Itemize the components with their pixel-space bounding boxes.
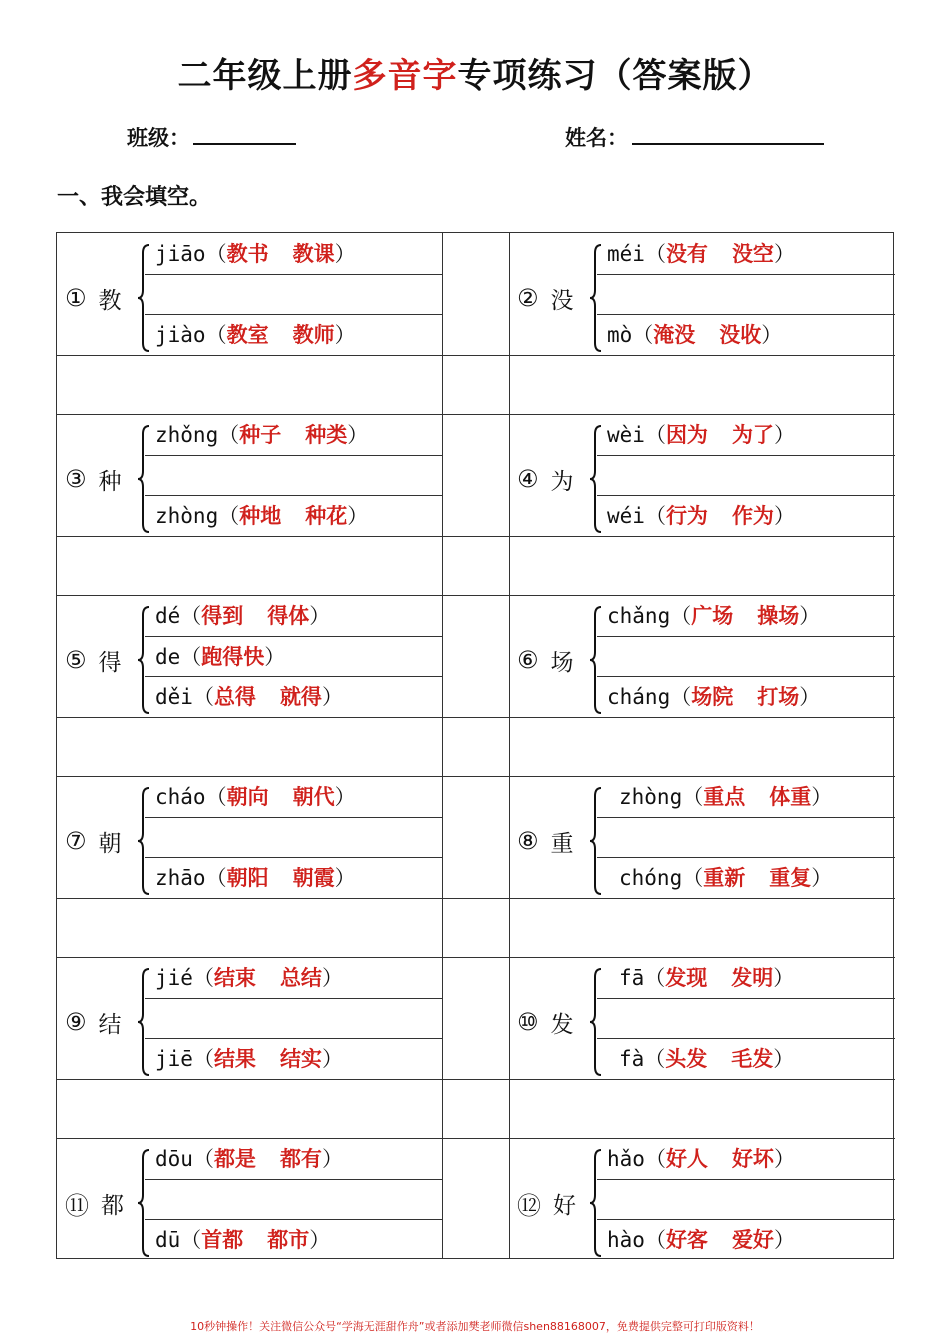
pinyin: jiē [155, 1047, 193, 1071]
answer-word: 种地 [239, 504, 282, 528]
close-paren: ） [321, 1047, 343, 1071]
answer-word: 毛发 [731, 1047, 774, 1071]
answer-word: 教室 [226, 323, 269, 347]
answer-word: 重复 [769, 866, 812, 890]
item-character: 都 [101, 1192, 124, 1219]
reading-entry [607, 682, 820, 712]
answer-word: 都有 [279, 1147, 322, 1171]
curly-brace-icon [137, 605, 151, 715]
answer-word: 朝阳 [226, 866, 269, 890]
item-character: 得 [98, 649, 122, 676]
writing-line [597, 274, 895, 275]
answer-word: 没收 [719, 323, 762, 347]
item-character: 教 [98, 287, 122, 314]
item-label [517, 1188, 576, 1218]
reading-entry [619, 1044, 794, 1074]
close-paren: ） [334, 866, 356, 890]
answer-word: 广场 [691, 604, 734, 628]
answer-word: 种花 [305, 504, 348, 528]
open-paren: （ [205, 785, 227, 809]
item-character: 好 [553, 1192, 576, 1219]
column-divider [442, 233, 443, 1259]
open-paren: （ [192, 685, 214, 709]
answer-word: 没有 [665, 242, 708, 266]
answer-word: 都市 [267, 1228, 310, 1252]
block-divider [57, 355, 895, 356]
open-paren: （ [192, 1147, 214, 1171]
answer-word: 得到 [201, 604, 244, 628]
curly-brace-icon [137, 967, 151, 1077]
close-paren: ） [334, 785, 356, 809]
writing-line [597, 998, 895, 999]
reading-entry [155, 1225, 330, 1255]
pinyin: chǎng [607, 604, 671, 628]
writing-line [145, 676, 442, 677]
item-character: 结 [98, 1011, 122, 1038]
writing-line [145, 1219, 442, 1220]
writing-line [145, 1179, 442, 1180]
section-heading: 一、我会填空。 [57, 185, 212, 210]
writing-line [145, 455, 442, 456]
name-label: 姓名： [565, 126, 628, 150]
open-paren: （ [218, 423, 240, 447]
item-label [517, 1007, 574, 1037]
reading-entry [607, 1225, 795, 1255]
answer-word: 结果 [213, 1047, 256, 1071]
pinyin: dé [155, 604, 181, 628]
open-paren: （ [644, 1228, 666, 1252]
answer-word: 淹没 [653, 323, 696, 347]
block-divider [57, 717, 895, 718]
writing-line [597, 1038, 895, 1039]
item-character: 朝 [98, 830, 122, 857]
open-paren: （ [218, 504, 240, 528]
item-character: 场 [550, 649, 574, 676]
pinyin: cháo [155, 785, 206, 809]
answer-word: 结实 [279, 1047, 322, 1071]
item-number: ② [517, 284, 539, 312]
close-paren: ） [264, 644, 286, 669]
pinyin: děi [155, 685, 193, 709]
pinyin: dū [155, 1228, 181, 1252]
answer-word: 好坏 [731, 1147, 774, 1171]
reading-entry [607, 501, 795, 531]
item-number: ⑨ [65, 1008, 87, 1036]
open-paren: （ [644, 1147, 666, 1171]
answer-word: 教书 [226, 242, 269, 266]
block-divider [57, 595, 895, 596]
pinyin: de [155, 644, 181, 669]
open-paren: （ [682, 866, 704, 890]
reading-entry [619, 863, 832, 893]
open-paren: （ [682, 785, 704, 809]
pinyin: hǎo [607, 1147, 645, 1171]
item-label [65, 464, 122, 494]
answer-word: 没空 [731, 242, 774, 266]
block-divider [57, 957, 895, 958]
answer-word: 种类 [305, 423, 348, 447]
writing-line [145, 636, 442, 637]
class-field[interactable] [193, 143, 296, 145]
pinyin: zhòng [619, 785, 683, 809]
writing-line [597, 314, 895, 315]
open-paren: （ [180, 1228, 202, 1252]
curly-brace-icon [589, 1148, 603, 1258]
reading-entry [607, 320, 782, 350]
writing-line [145, 998, 442, 999]
writing-line [145, 314, 442, 315]
writing-line [145, 274, 442, 275]
reading-entry [155, 963, 343, 993]
close-paren: ） [309, 604, 331, 628]
answer-word: 作为 [731, 504, 774, 528]
answer-word: 种子 [239, 423, 282, 447]
answer-word: 好客 [665, 1228, 708, 1252]
answer-word: 结束 [213, 966, 256, 990]
close-paren: ） [347, 504, 369, 528]
open-paren: （ [180, 604, 202, 628]
curly-brace-icon [589, 605, 603, 715]
item-number: ③ [65, 465, 87, 493]
open-paren: （ [644, 966, 666, 990]
item-label [517, 464, 574, 494]
item-number: ⑤ [65, 646, 87, 674]
pinyin: wéi [607, 504, 645, 528]
block-divider [57, 536, 895, 537]
item-label [517, 283, 574, 313]
open-paren: （ [180, 644, 202, 669]
open-paren: （ [192, 1047, 214, 1071]
pinyin: wèi [607, 423, 645, 447]
pinyin: chóng [619, 866, 683, 890]
item-number: ⑩ [517, 1008, 539, 1036]
curly-brace-icon [589, 967, 603, 1077]
answer-word: 首都 [201, 1228, 244, 1252]
pinyin: jiào [155, 323, 206, 347]
answer-word: 操场 [757, 604, 800, 628]
answer-word: 因为 [665, 423, 708, 447]
close-paren: ） [761, 323, 783, 347]
item-number: ⑪ [65, 1191, 89, 1220]
item-character: 发 [550, 1011, 574, 1038]
open-paren: （ [632, 323, 654, 347]
close-paren: ） [773, 242, 795, 266]
open-paren: （ [670, 685, 692, 709]
block-divider [57, 1138, 895, 1139]
class-label: 班级： [127, 126, 190, 150]
block-divider [57, 414, 895, 415]
answer-word: 发明 [731, 966, 774, 990]
writing-line [597, 495, 895, 496]
footer-note: 10秒钟操作！关注微信公众号“学海无涯甜作舟”或者添加樊老师微信shen88168007，免费提供完整可打印版资料！ [190, 1320, 760, 1333]
item-label [517, 826, 574, 856]
answer-word: 得体 [267, 604, 310, 628]
column-divider [509, 233, 510, 1259]
name-field[interactable] [632, 143, 824, 145]
close-paren: ） [773, 1228, 795, 1252]
item-label [65, 1007, 122, 1037]
open-paren: （ [192, 966, 214, 990]
close-paren: ） [811, 785, 833, 809]
reading-entry [607, 239, 795, 269]
curly-brace-icon [137, 786, 151, 896]
answer-word: 重新 [703, 866, 746, 890]
close-paren: ） [321, 685, 343, 709]
reading-entry [155, 320, 356, 350]
writing-line [597, 817, 895, 818]
item-character: 没 [550, 287, 574, 314]
open-paren: （ [205, 866, 227, 890]
writing-line [597, 1219, 895, 1220]
writing-line [145, 817, 442, 818]
writing-line [145, 1038, 442, 1039]
writing-line [597, 676, 895, 677]
answer-word: 头发 [665, 1047, 708, 1071]
item-label [65, 283, 122, 313]
answer-word: 跑得快 [201, 644, 265, 669]
answer-word: 为了 [731, 423, 774, 447]
writing-line [145, 857, 442, 858]
open-paren: （ [644, 423, 666, 447]
reading-entry [607, 420, 795, 450]
open-paren: （ [644, 504, 666, 528]
curly-brace-icon [589, 786, 603, 896]
item-number: ① [65, 284, 87, 312]
reading-entry [619, 782, 832, 812]
item-number: ⑧ [517, 827, 539, 855]
answer-table [56, 232, 894, 1259]
close-paren: ） [321, 966, 343, 990]
pinyin: cháng [607, 685, 671, 709]
pinyin: fà [619, 1047, 645, 1071]
answer-word: 都是 [213, 1147, 256, 1171]
item-number: ④ [517, 465, 539, 493]
item-label [65, 1188, 124, 1218]
reading-entry [607, 1144, 795, 1174]
item-character: 种 [98, 468, 122, 495]
reading-entry [607, 601, 820, 631]
page-title: 二年级上册多音字专项练习（答案版） [177, 56, 773, 96]
answer-word: 总结 [279, 966, 322, 990]
answer-word: 朝霞 [292, 866, 335, 890]
pinyin: zhāo [155, 866, 206, 890]
answer-word: 行为 [665, 504, 708, 528]
curly-brace-icon [137, 243, 151, 353]
curly-brace-icon [589, 424, 603, 534]
reading-entry [155, 863, 356, 893]
reading-entry [155, 642, 285, 672]
close-paren: ） [799, 685, 821, 709]
answer-word: 教师 [292, 323, 335, 347]
answer-word: 就得 [279, 685, 322, 709]
reading-entry [155, 682, 343, 712]
pinyin: jiāo [155, 242, 206, 266]
answer-word: 总得 [213, 685, 256, 709]
reading-entry [155, 601, 330, 631]
open-paren: （ [205, 242, 227, 266]
pinyin: zhǒng [155, 423, 219, 447]
item-number: ⑥ [517, 646, 539, 674]
pinyin: zhòng [155, 504, 219, 528]
block-divider [57, 898, 895, 899]
open-paren: （ [644, 1047, 666, 1071]
pinyin: méi [607, 242, 645, 266]
close-paren: ） [773, 423, 795, 447]
curly-brace-icon [137, 1148, 151, 1258]
close-paren: ） [773, 966, 795, 990]
pinyin: hào [607, 1228, 645, 1252]
item-label [517, 645, 574, 675]
writing-line [145, 495, 442, 496]
answer-word: 爱好 [731, 1228, 774, 1252]
item-label [65, 645, 122, 675]
open-paren: （ [205, 323, 227, 347]
answer-word: 朝向 [226, 785, 269, 809]
item-label [65, 826, 122, 856]
answer-word: 场院 [691, 685, 734, 709]
answer-word: 教课 [292, 242, 335, 266]
close-paren: ） [309, 1228, 331, 1252]
block-divider [57, 1079, 895, 1080]
close-paren: ） [347, 423, 369, 447]
answer-word: 重点 [703, 785, 746, 809]
close-paren: ） [773, 1147, 795, 1171]
answer-word: 体重 [769, 785, 812, 809]
writing-line [597, 1179, 895, 1180]
reading-entry [155, 782, 356, 812]
close-paren: ） [334, 323, 356, 347]
item-character: 重 [550, 830, 574, 857]
answer-word: 打场 [757, 685, 800, 709]
pinyin: mò [607, 323, 633, 347]
reading-entry [155, 1144, 343, 1174]
pinyin: jié [155, 966, 193, 990]
item-number: ⑫ [517, 1191, 541, 1220]
close-paren: ） [321, 1147, 343, 1171]
answer-word: 朝代 [292, 785, 335, 809]
reading-entry [155, 1044, 343, 1074]
answer-word: 发现 [665, 966, 708, 990]
curly-brace-icon [589, 243, 603, 353]
item-character: 为 [550, 468, 574, 495]
reading-entry [619, 963, 794, 993]
close-paren: ） [773, 1047, 795, 1071]
pinyin: dōu [155, 1147, 193, 1171]
reading-entry [155, 501, 368, 531]
close-paren: ） [799, 604, 821, 628]
close-paren: ） [334, 242, 356, 266]
open-paren: （ [670, 604, 692, 628]
writing-line [597, 636, 895, 637]
close-paren: ） [811, 866, 833, 890]
item-number: ⑦ [65, 827, 87, 855]
writing-line [597, 455, 895, 456]
answer-word: 好人 [665, 1147, 708, 1171]
open-paren: （ [644, 242, 666, 266]
reading-entry [155, 420, 368, 450]
curly-brace-icon [137, 424, 151, 534]
block-divider [57, 776, 895, 777]
close-paren: ） [773, 504, 795, 528]
pinyin: fā [619, 966, 645, 990]
reading-entry [155, 239, 356, 269]
writing-line [597, 857, 895, 858]
